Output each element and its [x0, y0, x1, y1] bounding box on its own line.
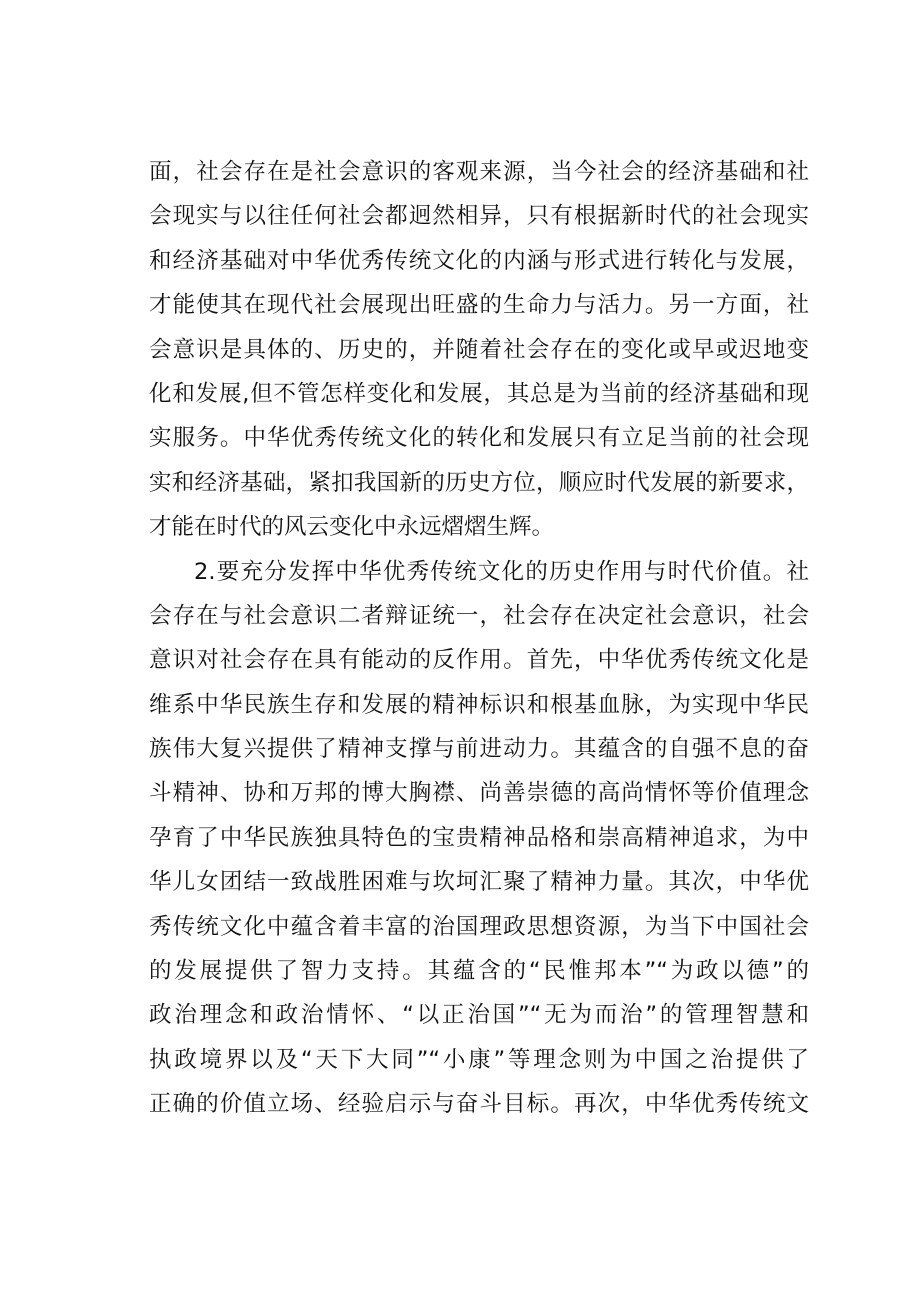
text-line: 斗精神、协和万邦的博大胸襟、尚善崇德的高尚情怀等价值理念 — [149, 780, 809, 807]
text-line: 化和发展,但不管怎样变化和发展，其总是为当前的经济基础和现 — [149, 380, 809, 407]
text-line: 才能在时代的风云变化中永远熠熠生辉。 — [149, 514, 555, 541]
text-line: 2.要充分发挥中华优秀传统文化的历史作用与时代价值。社 — [194, 558, 809, 585]
text-line: 意识对社会存在具有能动的反作用。首先，中华优秀传统文化是 — [149, 647, 809, 674]
text-line: 会现实与以往任何社会都迥然相异，只有根据新时代的社会现实 — [149, 203, 809, 230]
text-line: 会意识是具体的、历史的，并随着社会存在的变化或早或迟地变 — [149, 336, 809, 363]
text-line: 华儿女团结一致战胜困难与坎坷汇聚了精神力量。其次，中华优 — [149, 869, 809, 896]
text-line: 执政境界以及“天下大同”“小康”等理念则为中国之治提供了 — [149, 1046, 809, 1073]
paragraph-2 — [149, 550, 809, 1127]
text-line: 面，社会存在是社会意识的客观来源，当今社会的经济基础和社 — [149, 159, 809, 185]
text-line: 秀传统文化中蕴含着丰富的治国理政思想资源，为当下中国社会 — [149, 913, 809, 940]
paragraph-1 — [149, 150, 809, 550]
text-line: 的发展提供了智力支持。其蕴含的“民惟邦本”“为政以德”的 — [149, 958, 809, 985]
text-line: 才能使其在现代社会展现出旺盛的生命力与活力。另一方面，社 — [149, 292, 809, 319]
text-line: 族伟大复兴提供了精神支撑与前进动力。其蕴含的自强不息的奋 — [149, 736, 809, 763]
text-line: 维系中华民族生存和发展的精神标识和根基血脉，为实现中华民 — [149, 691, 809, 718]
text-line: 会存在与社会意识二者辩证统一，社会存在决定社会意识，社会 — [149, 602, 809, 629]
document-body — [149, 150, 809, 1127]
text-line: 实服务。中华优秀传统文化的转化和发展只有立足当前的社会现 — [149, 425, 809, 452]
text-line: 孕育了中华民族独具特色的宝贵精神品格和崇高精神追求，为中 — [149, 824, 809, 851]
text-line: 和经济基础对中华优秀传统文化的内涵与形式进行转化与发展， — [149, 247, 809, 274]
text-line: 政治理念和政治情怀、“以正治国”“无为而治”的管理智慧和 — [149, 1002, 809, 1029]
text-line: 实和经济基础，紧扣我国新的历史方位，顺应时代发展的新要求， — [149, 469, 809, 496]
text-line: 正确的价值立场、经验启示与奋斗目标。再次，中华优秀传统文 — [149, 1091, 809, 1118]
